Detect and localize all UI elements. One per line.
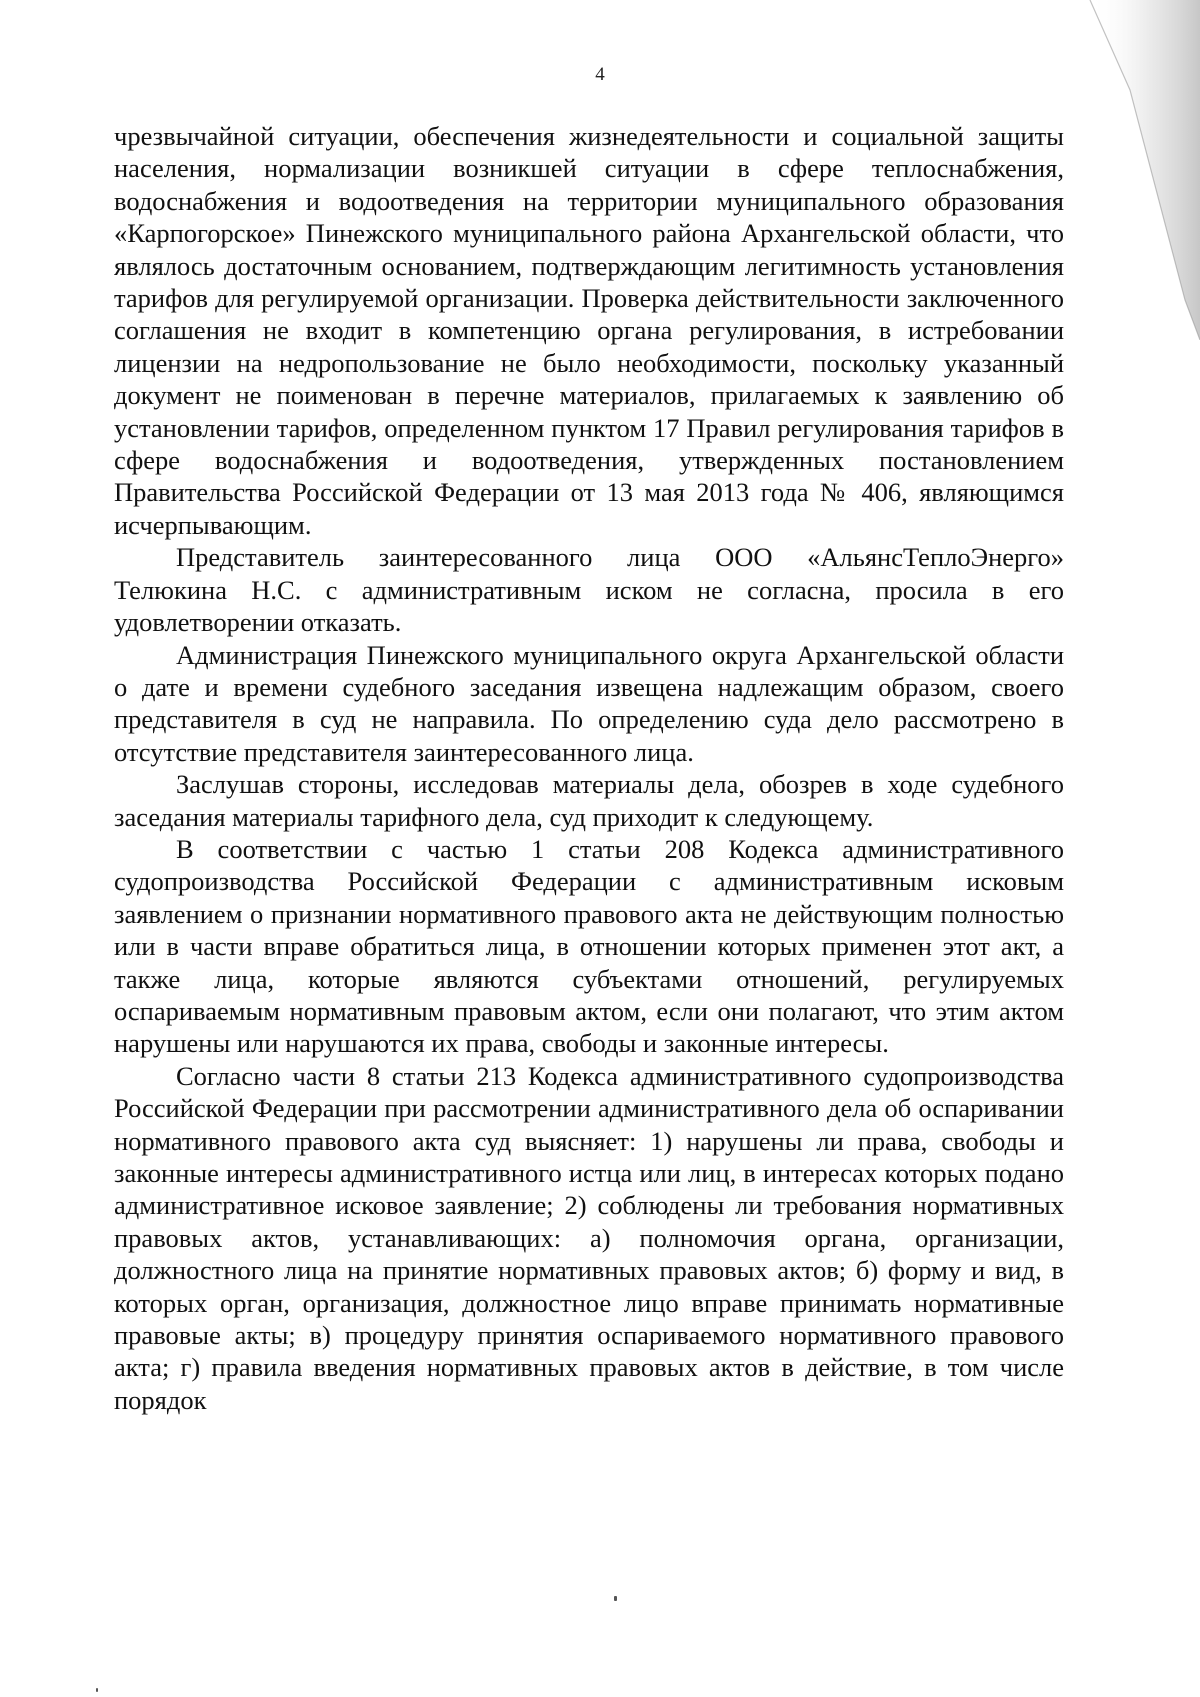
paragraph: Представитель заинтересованного лица ООО «АльянсТеплоЭнерго» Телюкина Н.С. с административным иском не согласна, просила в его удовлетворении отказать. xyxy=(114,542,1064,638)
scan-speck xyxy=(96,1688,98,1692)
scan-speck xyxy=(614,1596,617,1601)
document-body xyxy=(114,120,1064,1416)
paragraph: Заслушав стороны, исследовав материалы дела, обозрев в ходе судебного заседания материалы тарифного дела, суд приходит к следующему. xyxy=(114,769,1064,832)
paragraph: В соответствии с частью 1 статьи 208 Кодекса административного судопроизводства Российской Федерации с административным исковым заявлением о признании нормативного правового акта не действующим полностью или в части вправе обратиться лица, в отношении которых применен этот акт, а также лица, которые являются субъектами отношений, регулируемых оспариваемым нормативным правовым актом, если они полагают, что этим актом нарушены или нарушаются их права, свободы и законные интересы. xyxy=(114,833,1064,1059)
page-number: 4 xyxy=(595,64,605,85)
paragraph: чрезвычайной ситуации, обеспечения жизнедеятельности и социальной защиты населения, нормализации возникшей ситуации в сфере теплоснабжения, водоснабжения и водоотведения на территории муниципального образования «Карпогорское» Пинежского муниципального района Архангельской области, что являлось достаточным основанием, подтверждающим легитимность установления тарифов для регулируемой организации. Проверка действительности заключенного соглашения не входит в компетенцию органа регулирования, в истребовании лицензии на недропользование не было необходимости, поскольку указанный документ не поименован в перечне материалов, прилагаемых к заявлению об установлении тарифов, определенном пунктом 17 Правил регулирования тарифов в сфере водоснабжения и водоотведения, утвержденных постановлением Правительства Российской Федерации от 13 мая 2013 года № 406, являющимся исчерпывающим. xyxy=(114,121,1064,540)
paragraph: Администрация Пинежского муниципального округа Архангельской области о дате и времени судебного заседания извещена надлежащим образом, своего представителя в суд не направила. По определению суда дело рассмотрено в отсутствие представителя заинтересованного лица. xyxy=(114,639,1064,767)
paragraph: Согласно части 8 статьи 213 Кодекса административного судопроизводства Российской Федерации при рассмотрении административного дела об оспаривании нормативного правового акта суд выясняет: 1) нарушены ли права, свободы и законные интересы административного истца или лиц, в интересах которых подано административное исковое заявление; 2) соблюдены ли требования нормативных правовых актов, устанавливающих: а) полномочия органа, организации, должностного лица на принятие нормативных правовых актов; б) форму и вид, в которых орган, организация, должностное лицо вправе принимать нормативные правовые акты; в) процедуру принятия оспариваемого нормативного правового акта; г) правила введения нормативных правовых актов в действие, в том числе порядок xyxy=(114,1060,1064,1415)
